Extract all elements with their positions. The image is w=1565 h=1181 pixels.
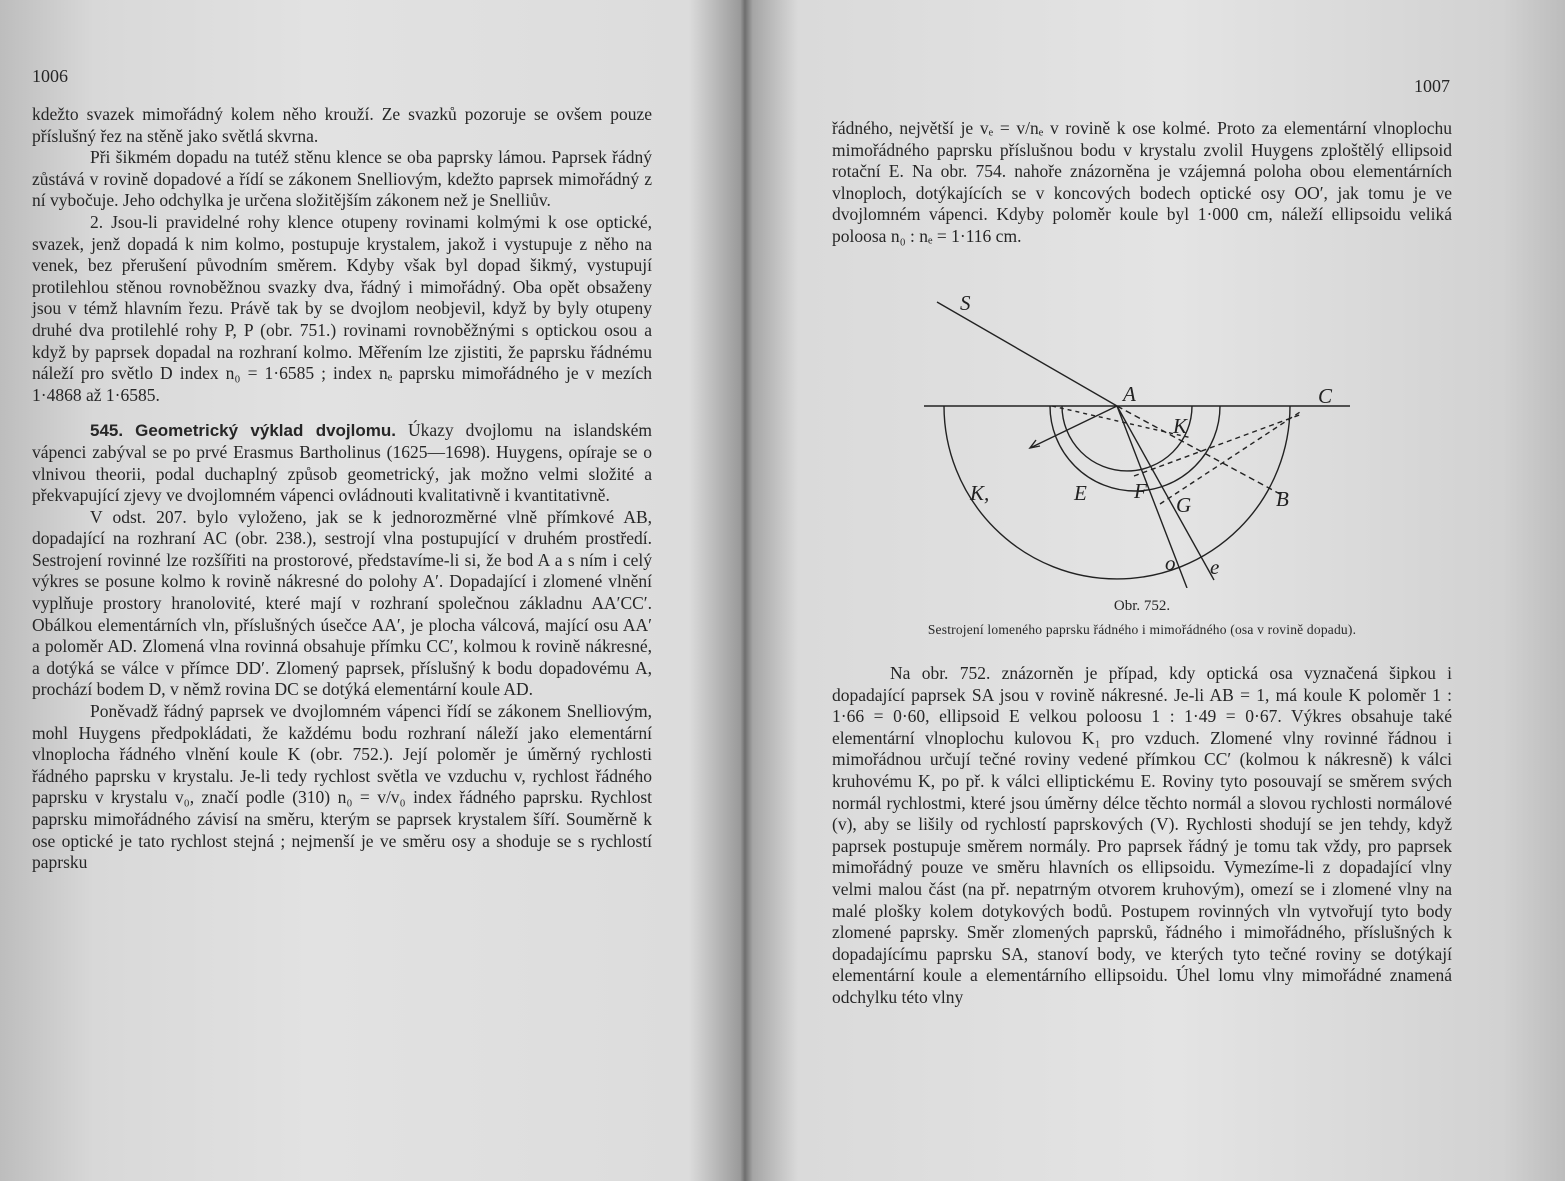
label-A: A [1123, 382, 1136, 406]
page-number: 1007 [1414, 76, 1450, 96]
optic-axis-arrow [1030, 406, 1117, 448]
figure-title: Obr. 752. [1113, 598, 1171, 614]
paragraph: Na obr. 752. znázorněn je případ, kdy optická osa vyznačená šipkou i dopadající paprsek SA jsou v rovině nákresné. Je-li AB = 1, má koule K poloměr 1 : 1·66 = 0·60, ellipsoid E velkou poloosu 1 : 1·49 = 0·67. Výkres obsahuje také elementární vlnoplochu kulovou K₁ pro vzduch. Zlomené vlny rovinné řádnou i mimořádnou určují tečné roviny vedené přímkou CC′ (kolmou k nákresně) k válci kruhovému K, po př. k válci elliptickému E. Roviny tyto posouvají se směrem svých normál rychlostmi, které jsou úměrny délce těchto normál a slovou rychlosti normálové (v), aby se lišily od rychlostí paprskových (V). Rychlosti shodují se jen tehdy, když paprsek postupuje směrem normály. Pro paprsek řádný je tomu tak vždy, pro paprsek mimořádný pouze ve směru hlavních os ellipsoidu. Vymezíme-li z dopadající vlny velmi malou část (na př. nepatrným otvorem kruhovým), omezí se i zlomené vlny na malé plošky kolem dotykových bodů. Postupem rovinných vln vytvořují tyto body zlomené paprsky. Směr zlomených paprsků, řádného i mimořádného, příslušných k dopadajícímu paprsku SA, stanoví body, ve kterých tyto tečné roviny se dotýkají elementární koule a elementárního ellipsoidu. Úhel lomu vlny mimořádné znamená odchylku této vlny [832, 663, 1452, 1007]
section-number: 545. [90, 421, 124, 441]
right-text-top [832, 118, 1452, 248]
label-E: E [1074, 481, 1087, 505]
right-page [752, 0, 1565, 1181]
paragraph: Při šikmém dopadu na tutéž stěnu klence se oba paprsky lámou. Paprsek řádný zůstává v rovině dopadové a řídí se zákonem Snelliovým, kdežto paprsek mimořádný z ní vybočuje. Jeho odchylka je určena složitějším zákonem než je Snelliův. [32, 147, 652, 211]
paragraph: kdežto svazek mimořádný kolem něho krouží. Ze svazků pozoruje se ovšem pouze příslušný řez na stěně jako světlá skvrna. [32, 104, 652, 146]
right-text-bottom [832, 663, 1452, 1009]
label-F: F [1134, 479, 1147, 503]
label-o: o [1165, 551, 1176, 575]
label-B: B [1276, 487, 1289, 511]
label-K: K [1173, 414, 1188, 438]
label-K1: K, [970, 481, 990, 505]
section-text: Úkazy dvojlomu na islandském vápenci zabýval se po prvé Erasmus Bartholinus (1625—1698). Huygens, opíraje se o vlnivou theorii, podal duchaplný způsob geometrický, jak možno velmi složité a překvapující zjevy ve dvojlomném vápenci ovládnouti kvalitativně i kvantitativně. [32, 420, 652, 506]
paragraph: Poněvadž řádný paprsek ve dvojlomném vápenci řídí se zákonem Snelliovým, mohl Huygens předpokládati, že každému bodu rozhraní náleží jako elementární vlnoplocha řádného vlnění koule K (obr. 752.). Její poloměr je úměrný rychlosti řádného paprsku v krystalu. Je-li tedy rychlost světla ve vzduchu v, rychlost řádného paprsku v krystalu v₀, značí podle (310) n₀ = v/v₀ index řádného paprsku. Rychlost paprsku mimořádného závisí na směru, kterým se paprsek krystalem šíří. Souměrně k ose optické je tato rychlost stejná ; nejmenší je ve směru osy a shoduje se s rychlostí paprsku [32, 701, 652, 873]
figure-caption: Sestrojení lomeného paprsku řádného i mimořádného (osa v rovině dopadu). [927, 622, 1357, 637]
paragraph: řádného, největší je vₑ = v/nₑ v rovině k ose kolmé. Proto za elementární vlnoplochu mimořádného paprsku příslušnou bodu v krystalu zvolil Huygens zploštělý ellipsoid rotační E. Na obr. 754. nahoře znázorněna je vzájemná poloha obou elementárních vlnoploch, dotýkajících se v koncových bodech optické osy OO′, jak tomu je ve dvojlomném vápenci. Kdyby poloměr koule byl 1·000 cm, náleží ellipsoidu veliká poloosa n₀ : nₑ = 1·116 cm. [832, 118, 1452, 246]
page-number: 1006 [32, 66, 68, 86]
label-G: G [1176, 493, 1192, 517]
left-page [0, 0, 735, 1181]
incident-ray-line [937, 302, 1117, 406]
paragraph: 2. Jsou-li pravidelné rohy klence otupeny rovinami kolmými k ose optické, svazek, jenž dopadá k nim kolmo, postupuje krystalem, jakož i vystupuje z něho na venek, bez přerušení původním směrem. Kdyby však byl dopad šikmý, vystupují protilehlou stěnou rovnoběžnou svazky dva, řádný i mimořádný. Oba opět obsaženy jsou v témž hlavním řezu. Právě tak by se dvojlom neobjevil, když by byly otupeny druhé dva protilehlé rohy P, P (obr. 751.) rovinami rovnoběžnými s optickou osou a když by paprsek dopadal na rozhraní kolmo. Měřením lze zjistiti, že paprsku řádnému náleží pro světlo D index n₀ = 1·6585 ; index nₑ paprsku mimořádného je v mezích 1·4868 až 1·6585. [32, 211, 652, 405]
tangent-line [1052, 406, 1192, 438]
label-S: S [960, 291, 971, 315]
section-paragraph [32, 420, 652, 506]
section-title: Geometrický výklad dvojlomu. [135, 421, 396, 441]
label-C: C [1318, 384, 1333, 408]
left-text-column [32, 104, 652, 874]
figure-752 [902, 288, 1352, 588]
refraction-diagram [902, 288, 1352, 588]
air-wave-circle-k1 [944, 406, 1290, 579]
paragraph: V odst. 207. bylo vyloženo, jak se k jednorozměrné vlně přímkové AB, dopadající na rozhraní AC (obr. 238.), sestrojí vlna postupující v druhém prostředí. Sestrojení rovinné lze rozšířiti na prostorové, představíme-li si, že bod A a s ním i celý výkres se posune kolmo k rovině nákresné do polohy A′. Dopadající i zlomené vlnění vyplňuje prostory hranolovité, které mají v rozhraní společnou základnu AA′CC′. Obálkou elementárních vln, příslušných úsečce AA′, je plocha válcová, mající osu AA′ a poloměr AD. Zlomená vlna rovinná obsahuje přímku CC′, kolmou k rovině nákresné, a dotýká se válce v přímce DD′. Zlomený paprsek, příslušný k bodu dopadovému A, prochází bodem D, v němž rovina DC se dotýká elementární koule AD. [32, 506, 652, 700]
label-e: e [1210, 555, 1220, 579]
